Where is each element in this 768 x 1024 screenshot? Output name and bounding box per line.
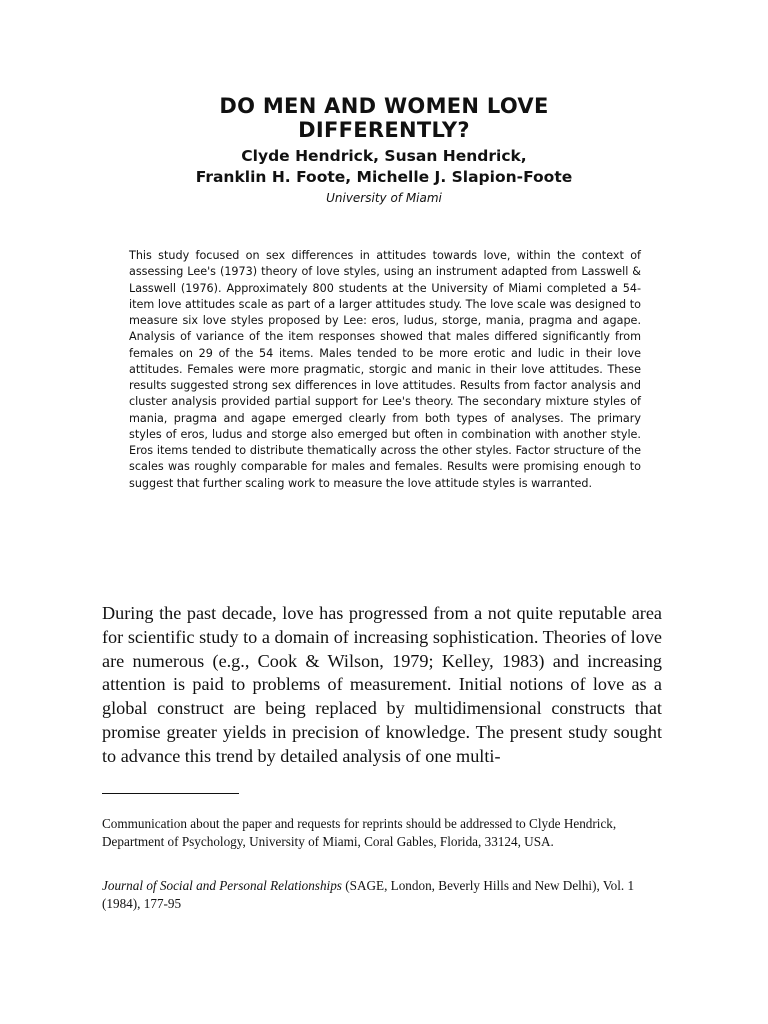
authors-line-1: Clyde Hendrick, Susan Hendrick,	[241, 147, 527, 165]
correspondence-footnote: Communication about the paper and requests for reprints should be addressed to Clyde Hendrick, Department of Psychology, University of Miami, Coral Gables, Florida, 33124, USA.	[102, 816, 617, 849]
journal-name: Journal of Social and Personal Relationships	[102, 878, 342, 893]
author-list	[0, 146, 768, 188]
authors-line-2: Franklin H. Foote, Michelle J. Slapion-Foote	[195, 168, 573, 186]
body-paragraph: During the past decade, love has progressed from a not quite reputable area for scientific study to a domain of increasing sophistication. Theories of love are numerous (e.g., Cook & Wilson, 1979; Kelley, 1983) and increasing attention is paid to problems of measurement. Initial notions of love as a global construct are being replaced by multidimensional constructs that promise greater yields in precision of knowledge. The present study sought to advance this trend by detailed analysis of one multi-	[102, 603, 662, 766]
title-line-1: DO MEN AND WOMEN LOVE	[219, 94, 549, 118]
affiliation: University of Miami	[326, 191, 442, 205]
title-line-2: DIFFERENTLY?	[298, 118, 470, 142]
citation-details: (SAGE, London, Beverly Hills and New Delhi), Vol. 1 (1984), 177-95	[102, 878, 635, 911]
footnote-divider	[102, 793, 239, 794]
paper-title	[0, 94, 768, 142]
journal-citation	[102, 877, 662, 912]
abstract: This study focused on sex differences in attitudes towards love, within the context of assessing Lee's (1973) theory of love styles, using an instrument adapted from Lasswell & Lasswell (1976). Approximately 800 students at the University of Miami completed a 54-item love attitudes scale as part of a larger attitudes study. The love scale was designed to measure six love styles proposed by Lee: eros, ludus, storge, mania, pragma and agape. Analysis of variance of the item responses showed that males differed significantly from females on 29 of the 54 items. Males tended to be more erotic and ludic in their love attitudes. Females were more pragmatic, storgic and manic in their love attitudes. These results suggested strong sex differences in love attitudes. Results from factor analysis and cluster analysis provided partial support for Lee's theory. The secondary mixture styles of mania, pragma and agape emerged clearly from both types of analyses. The primary styles of eros, ludus and storge also emerged but often in combination with another style. Eros items tended to distribute thematically across the other styles. Factor structure of the scales was roughly comparable for males and females. Results were promising enough to suggest that further scaling work to measure the love attitude styles is warranted.	[129, 249, 641, 490]
